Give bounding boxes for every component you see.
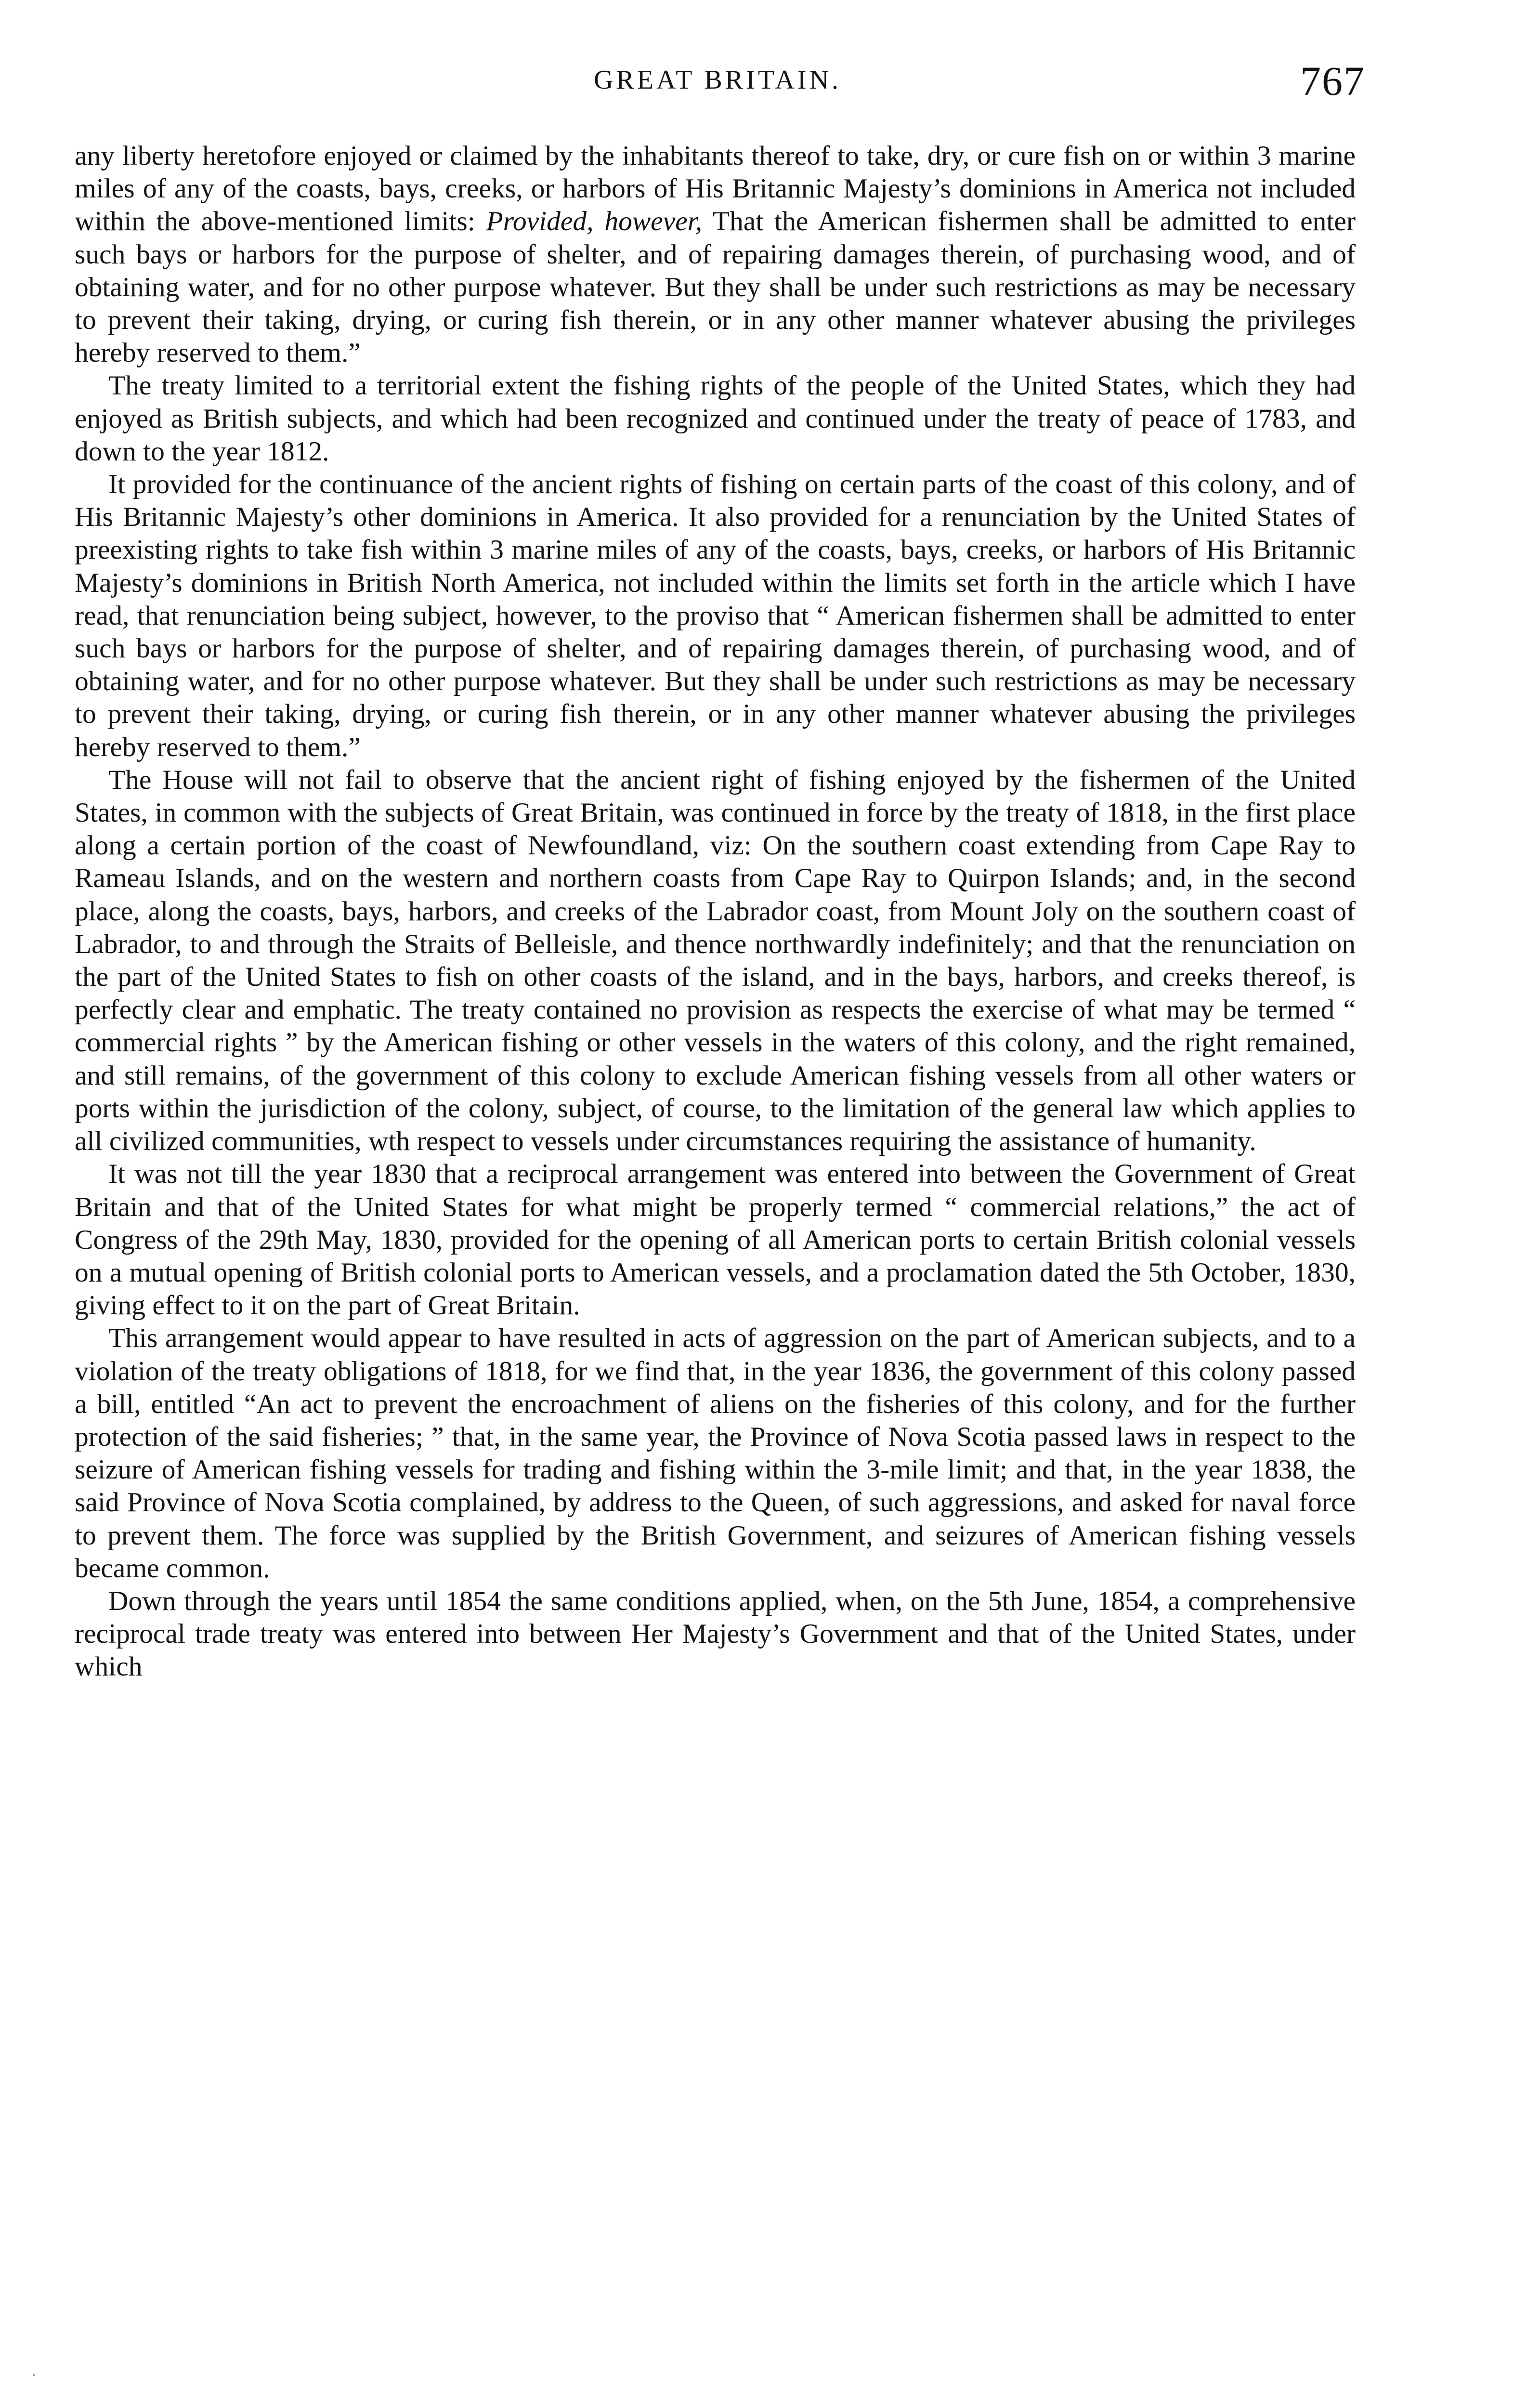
- italic-proviso: Provided, however,: [486, 206, 703, 237]
- paragraph-continued: [75, 140, 1356, 369]
- running-title: GREAT BRITAIN.: [593, 65, 842, 95]
- paragraph-text: any liberty heretofore enjoyed or claimed by the inhabitants thereof to take, dry, or cure fish on or within 3 marine miles of any of the coasts, bays, creeks, or harbors of His Britannic Majesty’s dominions in America not included within the above-mentioned limits:: [75, 141, 1356, 237]
- page-number: 767: [1300, 58, 1365, 104]
- paragraph-ancient-rights: It provided for the continuance of the ancient rights of fishing on certain parts of the coast of this colony, and of His Britannic Majesty’s other dominions in America. It also provided for a renunciation by the United States of preexisting rights to take fish within 3 marine miles of any of the coasts, bays, creeks, or harbors of His Britannic Majesty’s dominions in British North America, not included within the limits set forth in the article which I have read, that renunciation being subject, however, to the proviso that “ American fishermen shall be admitted to enter such bays or harbors for the purpose of shelter, and of repairing damages therein, of purchasing wood, and of obtaining water, and for no other purpose whatever. But they shall be under such restrictions as may be necessary to prevent their taking, drying, or curing fish therein, or in any other manner whatever abusing the privileges hereby reserved to them.”: [75, 469, 1356, 762]
- paragraph-treaty-limits: The treaty limited to a territorial extent the fishing rights of the people of the United States, which they had enjoyed as British subjects, and which had been recognized and continued under the treaty of peace of 1783, and down to the year 1812.: [75, 370, 1356, 467]
- paragraph-aggression: This arrangement would appear to have resulted in acts of aggression on the part of American subjects, and to a violation of the treaty obligations of 1818, for we find that, in the year 1836, the government of this colony passed a bill, entitled “An act to prevent the encroachment of aliens on the fisheries of this colony, and for the further protection of the said fisheries; ” that, in the same year, the Province of Nova Scotia passed laws in respect to the seizure of American fishing vessels for trading and fishing within the 3-mile limit; and that, in the year 1838, the said Province of Nova Scotia complained, by address to the Queen, of such aggressions, and asked for naval force to prevent them. The force was supplied by the British Government, and seizures of American fishing vessels became common.: [75, 1323, 1356, 1584]
- body-text: [75, 140, 1356, 1684]
- scan-speck: [33, 2374, 35, 2376]
- paragraph-house-observe: The House will not fail to observe that the ancient right of fishing enjoyed by the fishermen of the United States, in common with the subjects of Great Britain, was continued in force by the treaty of 1818, in the first place along a certain portion of the coast of Newfoundland, viz: On the southern coast extending from Cape Ray to Rameau Islands, and on the western and northern coasts from Cape Ray to Quirpon Islands; and, in the second place, along the coasts, bays, harbors, and creeks of the Labrador coast, from Mount Joly on the southern coast of Labrador, to and through the Straits of Belleisle, and thence northwardly indefinitely; and that the renunciation on the part of the United States to fish on other coasts of the island, and in the bays, harbors, and creeks thereof, is perfectly clear and emphatic. The treaty contained no provision as respects the exercise of what may be termed “ commercial rights ” by the American fishing or other vessels in the waters of this colony, and the right remained, and still remains, of the government of this colony to exclude American fishing vessels from all other waters or ports within the jurisdiction of the colony, subject, of course, to the limitation of the general law which applies to all civilized communities, wth respect to vessels under circumstances requiring the assistance of humanity.: [75, 764, 1356, 1157]
- paragraph-1830-arrangement: It was not till the year 1830 that a reciprocal arrangement was entered into between the Government of Great Britain and that of the United States for what might be properly termed “ commercial relations,” the act of Congress of the 29th May, 1830, provided for the opening of all American ports to certain British colonial vessels on a mutual opening of British colonial ports to American vessels, and a proclamation dated the 5th October, 1830, giving effect to it on the part of Great Britain.: [75, 1159, 1356, 1321]
- paragraph-1854-treaty: Down through the years until 1854 the same conditions applied, when, on the 5th June, 1854, a comprehensive reciprocal trade treaty was entered into between Her Majesty’s Government and that of the United States, under which: [75, 1585, 1356, 1682]
- paragraph-text: That the American fishermen shall be admitted to enter such bays or harbors for the purpose of shelter, and of repairing damages therein, of purchasing wood, and of obtaining water, and for no other purpose whatever. But they shall be under such restrictions as may be necessary to prevent their taking, drying, or curing fish therein, or in any other manner whatever abusing the privileges hereby reserved to them.”: [75, 206, 1356, 368]
- running-head: [75, 57, 1365, 110]
